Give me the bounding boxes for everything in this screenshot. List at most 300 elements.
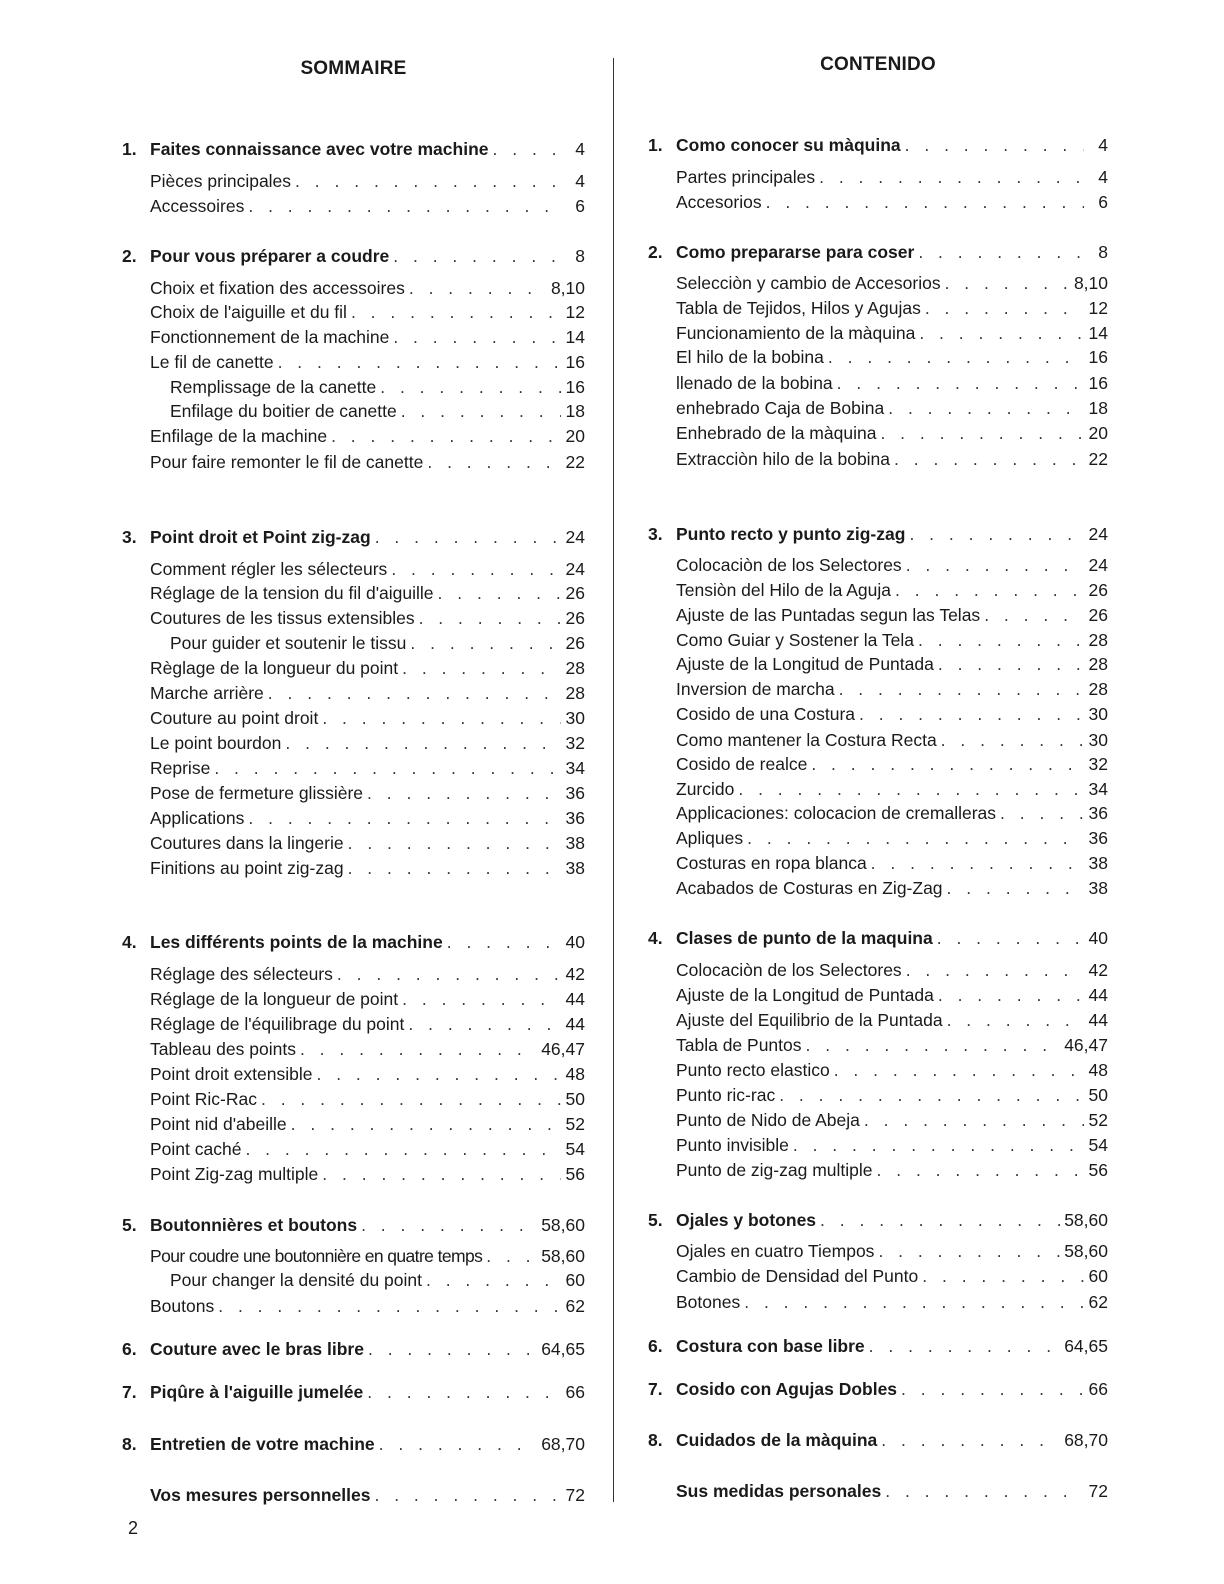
- toc-entry-label: Applicaciones: colocacion de cremalleras: [676, 803, 997, 823]
- dot-leader: [837, 373, 1084, 394]
- toc-section-number: 3.: [648, 524, 663, 544]
- toc-subentry: [122, 1139, 585, 1163]
- toc-page-number: 16: [565, 377, 585, 397]
- toc-subentry: [648, 1010, 1108, 1034]
- toc-section-number: 1.: [122, 139, 137, 159]
- toc-page-number: 40: [565, 932, 585, 952]
- toc-entry-label: Comment régler les sélecteurs: [150, 559, 388, 579]
- toc-entry-label: Extracciòn hilo de la bobina: [676, 449, 891, 469]
- toc-page-number: 56: [1088, 1160, 1108, 1180]
- toc-page-number: 38: [565, 833, 585, 853]
- toc-subentry: [122, 278, 585, 302]
- toc-entry-label: Piqûre à l'aiguille jumelée: [150, 1382, 364, 1402]
- toc-entry-label: Pour changer la densité du point: [170, 1270, 422, 1290]
- toc-page-number: 8: [575, 246, 585, 266]
- dot-leader: [337, 964, 561, 985]
- dot-leader: [945, 273, 1070, 294]
- toc-page-number: 34: [1088, 779, 1108, 799]
- toc-entry-label: Point Zig-zag multiple: [150, 1164, 319, 1184]
- toc-entry-label: Le fil de canette: [150, 352, 274, 372]
- toc-entry-label: Punto de Nido de Abeja: [676, 1110, 860, 1130]
- dot-leader: [919, 323, 1084, 344]
- dot-leader: [374, 1485, 561, 1506]
- toc-section-entry: [648, 1481, 1108, 1505]
- dot-leader: [391, 559, 561, 580]
- toc-subentry: [122, 1296, 585, 1320]
- column-divider: [613, 58, 614, 1502]
- toc-section-entry: [648, 1336, 1108, 1360]
- dot-leader: [881, 1430, 1060, 1451]
- dot-leader: [393, 327, 561, 348]
- dot-leader: [941, 730, 1084, 751]
- toc-subentry: [648, 449, 1108, 473]
- dot-leader: [938, 985, 1084, 1006]
- dot-leader: [906, 960, 1084, 981]
- toc-section-entry: [122, 527, 585, 551]
- toc-section-entry: [122, 139, 585, 163]
- toc-entry-label: Pour coudre une boutonnière en quatre temps: [150, 1246, 483, 1266]
- toc-page-number: 42: [565, 964, 585, 984]
- toc-section-entry: [122, 1434, 585, 1458]
- toc-section-entry: [648, 135, 1108, 159]
- toc-page-number: 60: [1088, 1266, 1108, 1286]
- toc-page-number: 4: [1098, 167, 1108, 187]
- toc-subentry: [648, 605, 1108, 629]
- toc-entry-label: Botones: [676, 1292, 741, 1312]
- toc-subentry: [648, 654, 1108, 678]
- toc-page-number: 16: [1088, 373, 1108, 393]
- toc-entry-label: Cosido de una Costura: [676, 704, 855, 724]
- dot-leader: [367, 1382, 561, 1403]
- toc-entry-label: Fonctionnement de la machine: [150, 327, 390, 347]
- dot-leader: [922, 1266, 1084, 1287]
- toc-section-number: 2.: [122, 246, 137, 266]
- dot-leader: [261, 1089, 561, 1110]
- toc-page-number: 40: [1088, 928, 1108, 948]
- toc-entry-label: Punto ric-rac: [676, 1085, 776, 1105]
- toc-page-number: 38: [1088, 878, 1108, 898]
- toc-entry-label: Entretien de votre machine: [150, 1434, 375, 1454]
- toc-subentry: [648, 580, 1108, 604]
- toc-subentry: [122, 171, 585, 195]
- toc-subentry: [648, 1160, 1108, 1184]
- dot-leader: [285, 733, 561, 754]
- toc-entry-label: llenado de la bobina: [676, 373, 833, 393]
- toc-entry-label: Accessoires: [150, 196, 245, 216]
- dot-leader: [402, 989, 561, 1010]
- column-heading-contenido: CONTENIDO: [820, 54, 936, 75]
- toc-entry-label: Pièces principales: [150, 171, 292, 191]
- toc-subentry: [122, 708, 585, 732]
- toc-subentry: [122, 833, 585, 857]
- toc-page-number: 20: [565, 426, 585, 446]
- toc-section-entry: [122, 1215, 585, 1239]
- toc-entry-label: Punto recto elastico: [676, 1060, 830, 1080]
- toc-subentry: [648, 1110, 1108, 1134]
- column-heading-sommaire: SOMMAIRE: [300, 58, 407, 79]
- toc-section-number: 4.: [122, 932, 137, 952]
- toc-page-number: 24: [565, 559, 585, 579]
- dot-leader: [766, 192, 1084, 213]
- dot-leader: [839, 679, 1084, 700]
- toc-subentry: [122, 401, 585, 425]
- toc-page-number: 22: [1088, 449, 1108, 469]
- toc-page-number: 52: [565, 1114, 585, 1134]
- toc-entry-label: Réglage de la longueur de point: [150, 989, 399, 1009]
- dot-leader: [885, 1481, 1084, 1502]
- toc-page-number: 52: [1088, 1110, 1108, 1130]
- toc-page-number: 38: [1088, 853, 1108, 873]
- toc-section-entry: [648, 1379, 1108, 1403]
- toc-subentry: [648, 167, 1108, 191]
- toc-entry-label: Como mantener la Costura Recta: [676, 730, 937, 750]
- toc-entry-label: Vos mesures personnelles: [150, 1485, 371, 1505]
- toc-subentry: [648, 323, 1108, 347]
- toc-subentry: [648, 192, 1108, 216]
- toc-page-number: 68,70: [1064, 1430, 1108, 1450]
- toc-page-number: 24: [1088, 555, 1108, 575]
- toc-subentry: [648, 779, 1108, 803]
- toc-entry-label: Boutonnières et boutons: [150, 1215, 358, 1235]
- dot-leader: [947, 1010, 1084, 1031]
- dot-leader: [820, 1210, 1060, 1231]
- toc-entry-label: Selecciòn y cambio de Accesorios: [676, 273, 941, 293]
- dot-leader: [295, 171, 561, 192]
- toc-entry-label: Como prepararse para coser: [676, 242, 915, 262]
- toc-entry-label: Ajuste del Equilibrio de la Puntada: [676, 1010, 943, 1030]
- toc-entry-label: Remplissage de la canette: [170, 377, 377, 397]
- toc-entry-label: Point caché: [150, 1139, 242, 1159]
- dot-leader: [486, 1246, 537, 1267]
- toc-entry-label: Faites connaissance avec votre machine: [150, 139, 489, 159]
- toc-entry-label: Point droit extensible: [150, 1064, 313, 1084]
- toc-entry-label: Punto de zig-zag multiple: [676, 1160, 873, 1180]
- toc-page-number: 30: [565, 708, 585, 728]
- toc-subentry: [122, 1270, 585, 1294]
- toc-subentry: [648, 423, 1108, 447]
- toc-page-number: 8: [1098, 242, 1108, 262]
- toc-section-entry: [648, 1210, 1108, 1234]
- toc-entry-label: Pour guider et soutenir le tissu: [170, 633, 407, 653]
- toc-entry-label: Funcionamiento de la màquina: [676, 323, 916, 343]
- dot-leader: [828, 347, 1084, 368]
- toc-page-number: 24: [565, 527, 585, 547]
- toc-page-number: 32: [565, 733, 585, 753]
- dot-leader: [348, 833, 561, 854]
- toc-subentry: [122, 964, 585, 988]
- toc-subentry: [122, 1064, 585, 1088]
- dot-leader: [402, 658, 561, 679]
- toc-entry-label: Costura con base libre: [676, 1336, 865, 1356]
- toc-subentry: [122, 452, 585, 476]
- toc-subentry: [648, 1292, 1108, 1316]
- toc-entry-label: Cambio de Densidad del Punto: [676, 1266, 919, 1286]
- dot-leader: [859, 704, 1084, 725]
- dot-leader: [918, 242, 1084, 263]
- toc-subentry: [122, 733, 585, 757]
- toc-page-number: 28: [565, 658, 585, 678]
- dot-leader: [906, 555, 1084, 576]
- toc-entry-label: Colocaciòn de los Selectores: [676, 555, 902, 575]
- toc-subentry: [122, 327, 585, 351]
- toc-section-number: 5.: [122, 1215, 137, 1235]
- dot-leader: [368, 1339, 537, 1360]
- toc-subentry: [122, 426, 585, 450]
- dot-leader: [291, 1114, 561, 1135]
- toc-entry-label: Les différents points de la machine: [150, 932, 443, 952]
- toc-page-number: 4: [1098, 135, 1108, 155]
- toc-subentry: [122, 989, 585, 1013]
- dot-leader: [322, 708, 561, 729]
- toc-entry-label: Coutures de les tissus extensibles: [150, 608, 415, 628]
- dot-leader: [871, 853, 1084, 874]
- toc-subentry: [122, 1039, 585, 1063]
- toc-subentry: [648, 1266, 1108, 1290]
- toc-page-number: 8,10: [550, 278, 585, 298]
- toc-page-number: 58,60: [1064, 1210, 1108, 1230]
- toc-subentry: [648, 828, 1108, 852]
- toc-subentry: [648, 1135, 1108, 1159]
- toc-page-number: 66: [1088, 1379, 1108, 1399]
- toc-page-number: 46,47: [541, 1039, 585, 1059]
- toc-page-number: 50: [1088, 1085, 1108, 1105]
- dot-leader: [894, 449, 1084, 470]
- dot-leader: [864, 1110, 1084, 1131]
- toc-page-number: 58,60: [541, 1246, 585, 1266]
- dot-leader: [834, 1060, 1084, 1081]
- toc-section-number: 7.: [122, 1382, 137, 1402]
- toc-subentry: [122, 352, 585, 376]
- toc-entry-label: Choix et fixation des accessoires: [150, 278, 405, 298]
- toc-page-number: 48: [1088, 1060, 1108, 1080]
- toc-page-number: 36: [565, 808, 585, 828]
- toc-page-number: 24: [1088, 524, 1108, 544]
- toc-section-number: 4.: [648, 928, 663, 948]
- toc-page-number: 54: [1088, 1135, 1108, 1155]
- toc-page-number: 62: [565, 1296, 585, 1316]
- dot-leader: [888, 398, 1084, 419]
- toc-subentry: [648, 298, 1108, 322]
- toc-page-number: 16: [565, 352, 585, 372]
- toc-page-number: 6: [1098, 192, 1108, 212]
- toc-section-entry: [122, 1339, 585, 1363]
- toc-entry-label: Cosido de realce: [676, 754, 808, 774]
- toc-entry-label: Punto invisible: [676, 1135, 789, 1155]
- toc-page-number: 8,10: [1073, 273, 1108, 293]
- dot-leader: [393, 246, 561, 267]
- dot-leader: [348, 858, 561, 879]
- toc-page-number: 4: [575, 171, 585, 191]
- dot-leader: [493, 139, 562, 160]
- dot-leader: [316, 1064, 561, 1085]
- toc-entry-label: Boutons: [150, 1296, 215, 1316]
- dot-leader: [361, 1215, 537, 1236]
- toc-subentry: [648, 985, 1108, 1009]
- toc-entry-label: Punto recto y punto zig-zag: [676, 524, 906, 544]
- toc-entry-label: Partes principales: [676, 167, 816, 187]
- toc-section-entry: [648, 1430, 1108, 1454]
- toc-page-number: 64,65: [541, 1339, 585, 1359]
- toc-entry-label: Tabla de Puntos: [676, 1035, 802, 1055]
- toc-page-number: 26: [1088, 580, 1108, 600]
- toc-entry-label: Acabados de Costuras en Zig-Zag: [676, 878, 943, 898]
- toc-page-number: 38: [565, 858, 585, 878]
- toc-page-number: 50: [565, 1089, 585, 1109]
- toc-section-number: 3.: [122, 527, 137, 547]
- toc-entry-label: Ojales en cuatro Tiempos: [676, 1241, 875, 1261]
- toc-entry-label: Applications: [150, 808, 245, 828]
- toc-entry-label: Couture au point droit: [150, 708, 319, 728]
- dot-leader: [380, 377, 561, 398]
- dot-leader: [909, 524, 1084, 545]
- toc-page-number: 46,47: [1064, 1035, 1108, 1055]
- dot-leader: [869, 1336, 1061, 1357]
- toc-entry-label: Ajuste de la Longitud de Puntada: [676, 985, 934, 1005]
- toc-entry-label: Reprise: [150, 758, 211, 778]
- dot-leader: [214, 758, 561, 779]
- toc-subentry: [122, 658, 585, 682]
- toc-entry-label: Pour vous préparer a coudre: [150, 246, 390, 266]
- toc-entry-label: Réglage de l'équilibrage du point: [150, 1014, 405, 1034]
- toc-subentry: [648, 803, 1108, 827]
- toc-entry-label: Finitions au point zig-zag: [150, 858, 344, 878]
- toc-page-number: 68,70: [541, 1434, 585, 1454]
- toc-entry-label: Sus medidas personales: [676, 1481, 882, 1501]
- toc-section-entry: [122, 1485, 585, 1509]
- toc-entry-label: Tabla de Tejidos, Hilos y Agujas: [676, 298, 921, 318]
- toc-page-number: 72: [565, 1485, 585, 1505]
- toc-page-number: 26: [565, 608, 585, 628]
- toc-entry-label: Point nid d'abeille: [150, 1114, 287, 1134]
- toc-section-number: 8.: [122, 1434, 137, 1454]
- toc-subentry: [122, 858, 585, 882]
- toc-page-number: 6: [575, 196, 585, 216]
- toc-section-number: 1.: [648, 135, 663, 155]
- toc-section-entry: [122, 932, 585, 956]
- toc-subentry: [648, 679, 1108, 703]
- toc-subentry: [122, 1114, 585, 1138]
- toc-section-number: 5.: [648, 1210, 663, 1230]
- toc-subentry: [648, 347, 1108, 371]
- dot-leader: [410, 633, 561, 654]
- toc-subentry: [122, 683, 585, 707]
- dot-leader: [747, 828, 1084, 849]
- dot-leader: [447, 932, 561, 953]
- toc-page-number: 14: [565, 327, 585, 347]
- toc-subentry: [648, 704, 1108, 728]
- toc-entry-label: Coutures dans la lingerie: [150, 833, 344, 853]
- dot-leader: [401, 401, 561, 422]
- toc-entry-label: Costuras en ropa blanca: [676, 853, 867, 873]
- toc-entry-label: Réglage de la tension du fil d'aiguille: [150, 583, 434, 603]
- toc-entry-label: Point droit et Point zig-zag: [150, 527, 371, 547]
- toc-page-number: 44: [1088, 1010, 1108, 1030]
- dot-leader: [877, 1160, 1085, 1181]
- toc-subentry: [122, 758, 585, 782]
- toc-page-number: 26: [565, 583, 585, 603]
- toc-entry-label: Règlage de la longueur du point: [150, 658, 399, 678]
- dot-leader: [409, 278, 547, 299]
- dot-leader: [947, 878, 1084, 899]
- dot-leader: [245, 1139, 561, 1160]
- toc-entry-label: Couture avec le bras libre: [150, 1339, 364, 1359]
- dot-leader: [438, 583, 561, 604]
- toc-subentry: [648, 373, 1108, 397]
- toc-entry-label: Como Guiar y Sostener la Tela: [676, 630, 914, 650]
- dot-leader: [925, 298, 1084, 319]
- toc-page-number: 34: [565, 758, 585, 778]
- toc-section-number: 6.: [648, 1336, 663, 1356]
- toc-subentry: [648, 878, 1108, 902]
- dot-leader: [300, 1039, 537, 1060]
- dot-leader: [351, 302, 561, 323]
- dot-leader: [218, 1296, 561, 1317]
- toc-subentry: [122, 377, 585, 401]
- toc-subentry: [648, 730, 1108, 754]
- toc-subentry: [648, 398, 1108, 422]
- toc-page-number: 28: [1088, 654, 1108, 674]
- toc-section-entry: [648, 242, 1108, 266]
- dot-leader: [878, 1241, 1060, 1262]
- dot-leader: [426, 1270, 561, 1291]
- toc-entry-label: Enfilage de la machine: [150, 426, 328, 446]
- toc-subentry: [122, 302, 585, 326]
- dot-leader: [248, 808, 561, 829]
- toc-entry-label: Enhebrado de la màquina: [676, 423, 877, 443]
- dot-leader: [379, 1434, 538, 1455]
- toc-entry-label: Cuidados de la màquina: [676, 1430, 878, 1450]
- dot-leader: [779, 1085, 1084, 1106]
- toc-page-number: 44: [565, 989, 585, 1009]
- toc-entry-label: Réglage des sélecteurs: [150, 964, 333, 984]
- toc-page-number: 44: [1088, 985, 1108, 1005]
- toc-subentry: [122, 783, 585, 807]
- dot-leader: [793, 1135, 1084, 1156]
- toc-entry-label: Marche arrière: [150, 683, 264, 703]
- toc-subentry: [648, 853, 1108, 877]
- toc-page-number: 36: [565, 783, 585, 803]
- toc-page-number: 32: [1088, 754, 1108, 774]
- toc-entry-label: Ojales y botones: [676, 1210, 817, 1230]
- toc-page-number: 72: [1088, 1481, 1108, 1501]
- toc-page-number: 14: [1088, 323, 1108, 343]
- toc-page-number: 62: [1088, 1292, 1108, 1312]
- toc-page-number: 60: [565, 1270, 585, 1290]
- toc-entry-label: Tensiòn del Hilo de la Aguja: [676, 580, 892, 600]
- toc-entry-label: Le point bourdon: [150, 733, 282, 753]
- toc-page-number: 42: [1088, 960, 1108, 980]
- toc-page-number: 28: [1088, 679, 1108, 699]
- toc-entry-label: Tableau des points: [150, 1039, 296, 1059]
- dot-leader: [744, 1292, 1084, 1313]
- toc-page-number: 36: [1088, 828, 1108, 848]
- dot-leader: [901, 1379, 1084, 1400]
- toc-page-number: 28: [565, 683, 585, 703]
- toc-page-number: 26: [1088, 605, 1108, 625]
- toc-section-entry: [648, 524, 1108, 548]
- dot-leader: [427, 452, 561, 473]
- toc-entry-label: Accesorios: [676, 192, 762, 212]
- dot-leader: [937, 928, 1084, 949]
- dot-leader: [918, 630, 1084, 651]
- toc-entry-label: Enfilage du boitier de canette: [170, 401, 397, 421]
- toc-entry-label: Zurcido: [676, 779, 735, 799]
- toc-page-number: 36: [1088, 803, 1108, 823]
- toc-subentry: [648, 1060, 1108, 1084]
- toc-section-entry: [648, 928, 1108, 952]
- toc-section-number: 6.: [122, 1339, 137, 1359]
- toc-entry-label: enhebrado Caja de Bobina: [676, 398, 885, 418]
